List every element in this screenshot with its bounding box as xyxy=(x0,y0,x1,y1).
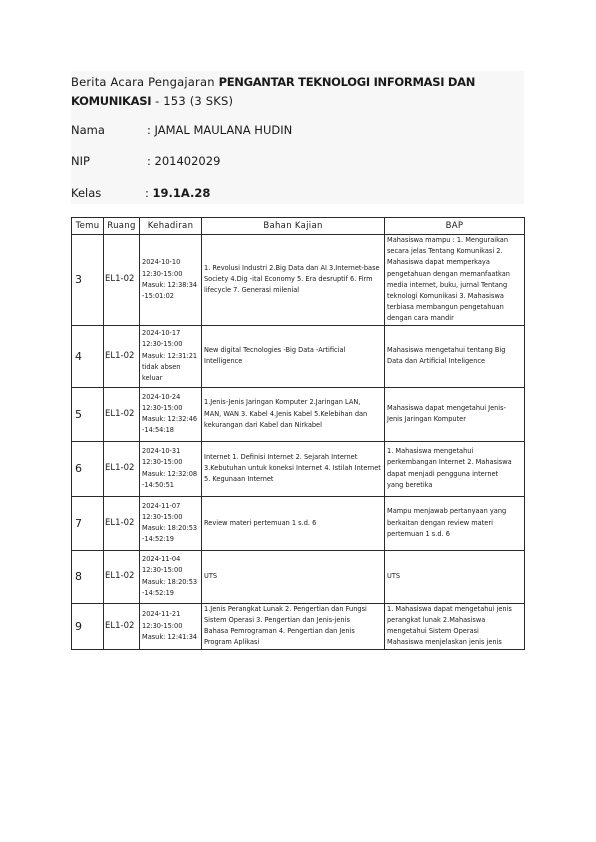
cell-bap-line: UTS xyxy=(387,572,401,581)
cell-kehadiran-line: Masuk: 18:20:53 xyxy=(142,577,198,586)
cell-bahan-kajian-line: kekurangan dari Kabel dan Nirkabel xyxy=(204,420,322,429)
kelas-value: 19.1A.28 xyxy=(152,186,211,200)
cell-kehadiran-line: 2024-10-31 xyxy=(142,447,181,456)
cell-temu: 6 xyxy=(72,441,104,496)
cell-ruang: EL1-02 xyxy=(104,441,140,496)
cell-bap xyxy=(385,325,525,387)
header-bap: BAP xyxy=(385,218,525,235)
cell-kehadiran-line: 12:30-15:00 xyxy=(142,621,183,630)
cell-kehadiran-line: 2024-11-07 xyxy=(142,501,181,510)
cell-bahan-kajian-line: Bahasa Pemrograman 4. Pengertian dan Jenis xyxy=(204,627,355,636)
cell-kehadiran-line: 12:30-15:00 xyxy=(142,458,183,467)
cell-bap-line: terbiasa membangun pengetahuan xyxy=(387,303,504,312)
cell-ruang: EL1-02 xyxy=(104,603,140,649)
nip-value: : 201402029 xyxy=(147,154,221,168)
cell-bap-line: yang beretika xyxy=(387,480,433,489)
cell-bap xyxy=(385,441,525,496)
header-kehadiran: Kehadiran xyxy=(140,218,202,235)
cell-bahan-kajian-line: 1.Jenis Perangkat Lunak 2. Pengertian dan Fungsi xyxy=(204,604,367,613)
cell-kehadiran-line: Masuk: 12:32:08 xyxy=(142,469,198,478)
cell-bap xyxy=(385,550,525,603)
cell-temu: 9 xyxy=(72,603,104,649)
cell-bap xyxy=(385,496,525,550)
cell-bahan-kajian-line: Society 4.Dig -ital Economy 5. Era desruptif 6. Firm xyxy=(204,275,373,284)
cell-kehadiran-line: Masuk: 12:41:34 xyxy=(142,632,198,641)
cell-kehadiran-line: 2024-10-10 xyxy=(142,258,181,267)
cell-bap-line: Mahasiswa mampu : 1. Menguraikan xyxy=(387,236,509,244)
cell-temu: 3 xyxy=(72,235,104,326)
cell-kehadiran-line: 12:30-15:00 xyxy=(142,566,183,575)
cell-kehadiran-line: tidak absen xyxy=(142,362,181,371)
cell-bap-line: berkaitan dengan review materi xyxy=(387,518,493,527)
cell-bap-line: teknologi Komunikasi 3. Mahasiswa xyxy=(387,292,504,301)
cell-bahan-kajian-line: 5. Kegunaan Internet xyxy=(204,475,274,484)
table-row xyxy=(72,441,525,496)
cell-kehadiran-line: -14:52:19 xyxy=(142,588,174,597)
cell-kehadiran xyxy=(140,235,202,326)
cell-bap-line: secara jelas Tentang Komunikasi 2. xyxy=(387,247,503,256)
cell-kehadiran-line: Masuk: 18:20:53 xyxy=(142,524,198,533)
cell-bahan-kajian xyxy=(202,550,385,603)
cell-kehadiran xyxy=(140,325,202,387)
attendance-table xyxy=(71,217,525,650)
cell-bap-line: 1. Mahasiswa mengetahui xyxy=(387,447,474,456)
cell-kehadiran-line: -14:50:51 xyxy=(142,480,174,489)
cell-bap-line: media internet, buku, jurnal Tentang xyxy=(387,280,508,289)
nama-label: Nama xyxy=(71,123,105,137)
title-prefix: Berita Acara Pengajaran xyxy=(71,75,219,89)
cell-kehadiran-line: 2024-10-17 xyxy=(142,329,181,338)
cell-kehadiran-line: 12:30-15:00 xyxy=(142,512,183,521)
cell-bahan-kajian-line: 1. Revolusi Industri 2.Big Data dan AI 3.Internet-base xyxy=(204,264,380,272)
cell-bahan-kajian xyxy=(202,325,385,387)
cell-temu: 8 xyxy=(72,550,104,603)
cell-bahan-kajian xyxy=(202,603,385,649)
table-row xyxy=(72,603,525,649)
cell-ruang: EL1-02 xyxy=(104,496,140,550)
cell-bahan-kajian xyxy=(202,496,385,550)
table-header-row xyxy=(72,218,525,235)
cell-ruang: EL1-02 xyxy=(104,325,140,387)
cell-kehadiran xyxy=(140,496,202,550)
cell-bap-line: 1. Mahasiswa dapat mengetahui jenis xyxy=(387,604,512,613)
nama-value: : JAMAL MAULANA HUDIN xyxy=(147,123,293,137)
header-bahan-kajian: Bahan Kajian xyxy=(202,218,385,235)
cell-ruang: EL1-02 xyxy=(104,550,140,603)
cell-bap xyxy=(385,235,525,326)
header-temu: Temu xyxy=(72,218,104,235)
cell-bahan-kajian-line: Internet 1. Definisi Internet 2. Sejarah Internet xyxy=(204,452,358,461)
cell-kehadiran-line: -15:01:02 xyxy=(142,292,174,301)
cell-kehadiran-line: Masuk: 12:31:21 xyxy=(142,351,198,360)
cell-bahan-kajian-line: Review materi pertemuan 1 s.d. 6 xyxy=(204,518,317,527)
cell-temu: 7 xyxy=(72,496,104,550)
cell-bahan-kajian-line: Program Aplikasi xyxy=(204,638,260,647)
header-ruang: Ruang xyxy=(104,218,140,235)
cell-bahan-kajian xyxy=(202,235,385,326)
cell-bap-line: dapat menjadi pengguna internet xyxy=(387,469,499,478)
cell-bap-line: Mahasiswa menjelaskan jenis jenis xyxy=(387,638,502,647)
cell-kehadiran-line: keluar xyxy=(142,373,163,382)
cell-bap-line: perkembangan Internet 2. Mahasiswa xyxy=(387,458,512,467)
cell-bap-line: Mahasiswa dapat memperkaya xyxy=(387,258,490,267)
cell-bahan-kajian-line: Sistem Operasi 3. Pengertian dan Jenis-jenis xyxy=(204,615,350,624)
table-row xyxy=(72,496,525,550)
cell-bahan-kajian-line: 1.Jenis-Jenis Jaringan Komputer 2.Jaringan LAN, xyxy=(204,398,361,407)
course-name-line-1: PENGANTAR TEKNOLOGI INFORMASI DAN xyxy=(218,75,476,89)
cell-bahan-kajian-line: New digital Tecnologies -Big Data -Artificial xyxy=(204,345,346,354)
cell-temu: 5 xyxy=(72,387,104,441)
cell-bahan-kajian xyxy=(202,387,385,441)
cell-kehadiran-line: Masuk: 12:32:46 xyxy=(142,415,198,424)
table-row xyxy=(72,387,525,441)
cell-kehadiran-line: -14:52:19 xyxy=(142,535,174,544)
cell-ruang: EL1-02 xyxy=(104,387,140,441)
course-name-line-2: KOMUNIKASI xyxy=(71,94,152,108)
cell-kehadiran xyxy=(140,603,202,649)
kelas-label: Kelas xyxy=(71,186,102,200)
cell-kehadiran xyxy=(140,550,202,603)
cell-ruang: EL1-02 xyxy=(104,235,140,326)
cell-bap-line: Mahasiswa mengetahui tentang Big xyxy=(387,345,506,354)
cell-kehadiran-line: -14:54:18 xyxy=(142,426,174,435)
cell-bap-line: dengan cara mandir xyxy=(387,314,454,323)
document-header xyxy=(71,71,524,204)
nip-label: NIP xyxy=(71,154,90,168)
cell-bap-line: Mampu menjawab pertanyaan yang xyxy=(387,507,507,516)
table-row xyxy=(72,325,525,387)
cell-bap-line: Data dan Artificial Inteligence xyxy=(387,357,486,366)
document-title xyxy=(71,73,524,111)
cell-kehadiran xyxy=(140,387,202,441)
cell-bahan-kajian-line: UTS xyxy=(204,572,218,581)
cell-bap-line: mengetahui Sistem Operasi xyxy=(387,627,479,636)
cell-kehadiran-line: Masuk: 12:38:34 xyxy=(142,280,198,289)
cell-bahan-kajian xyxy=(202,441,385,496)
cell-bahan-kajian-line: 3.Kebutuhan untuk koneksi Internet 4. Istilah Internet xyxy=(204,464,381,473)
cell-temu: 4 xyxy=(72,325,104,387)
kelas-separator: : xyxy=(145,186,153,200)
cell-bap-line: perangkat lunak 2.Mahasiswa xyxy=(387,615,486,624)
cell-bahan-kajian-line: lifecycle 7. Generasi milenial xyxy=(204,286,300,295)
cell-kehadiran-line: 12:30-15:00 xyxy=(142,340,183,349)
cell-bap-line: pengetahuan dengan memanfaatkan xyxy=(387,269,510,278)
cell-bap xyxy=(385,387,525,441)
course-code: - 153 (3 SKS) xyxy=(151,94,234,108)
cell-kehadiran-line: 2024-11-21 xyxy=(142,610,181,619)
table-row xyxy=(72,235,525,326)
cell-bahan-kajian-line: MAN, WAN 3. Kabel 4.Jenis Kabel 5.Kelebihan dan xyxy=(204,409,368,418)
cell-kehadiran-line: 2024-10-24 xyxy=(142,392,181,401)
cell-kehadiran-line: 12:30-15:00 xyxy=(142,403,183,412)
cell-bahan-kajian-line: Intelligence xyxy=(204,357,243,366)
cell-kehadiran xyxy=(140,441,202,496)
table-row xyxy=(72,550,525,603)
cell-kehadiran-line: 2024-11-04 xyxy=(142,555,181,564)
cell-bap-line: Mahasiswa dapat mengetahui Jenis- xyxy=(387,403,506,412)
cell-bap xyxy=(385,603,525,649)
cell-bap-line: pertemuan 1 s.d. 6 xyxy=(387,529,450,538)
cell-kehadiran-line: 12:30-15:00 xyxy=(142,269,183,278)
cell-bap-line: Jenis Jaringan Komputer xyxy=(387,415,466,424)
